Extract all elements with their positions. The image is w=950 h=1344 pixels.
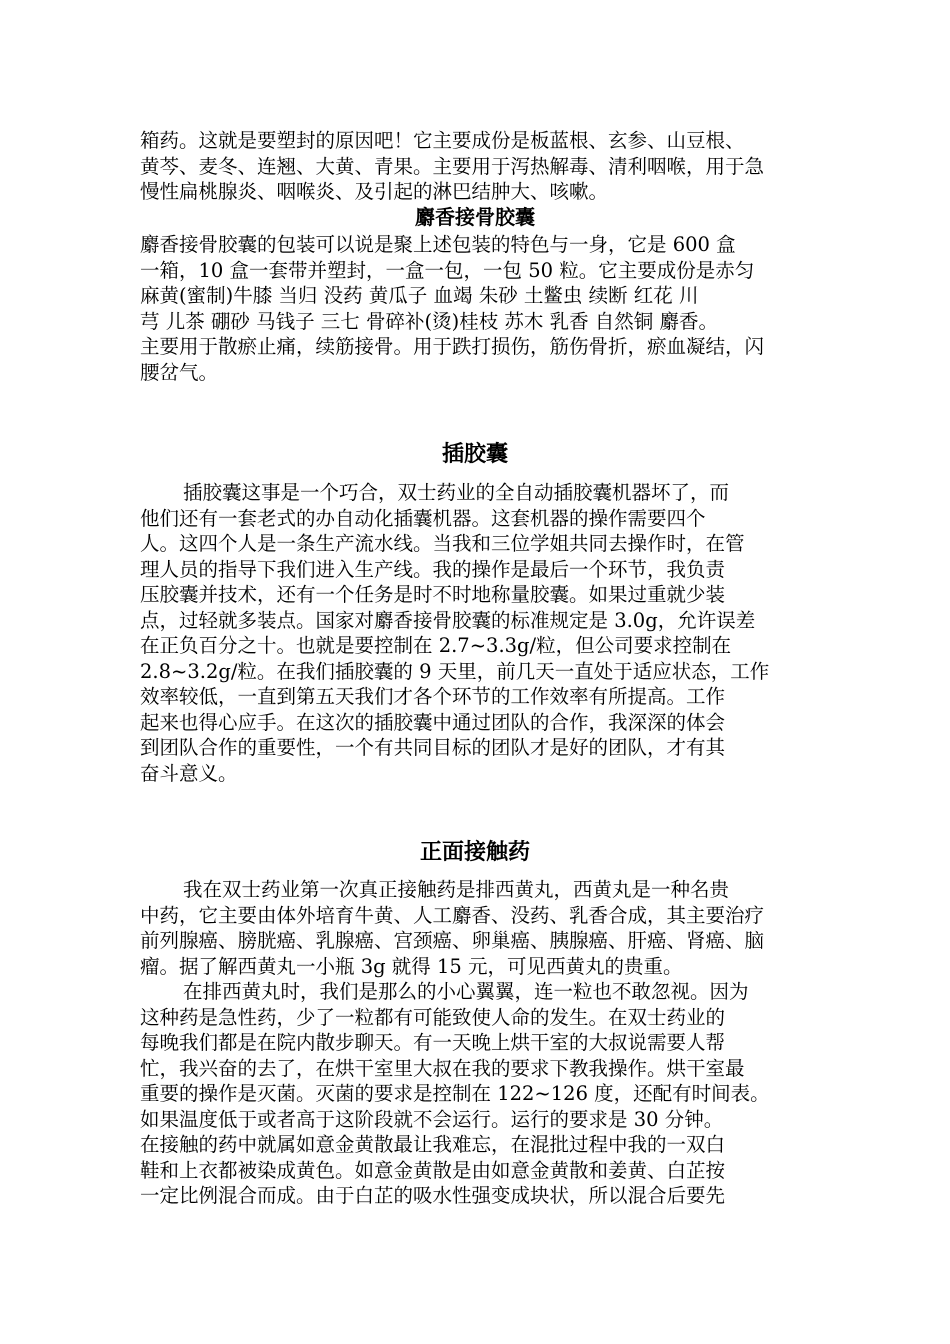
text-line: 我在双士药业第一次真正接触药是排西黄丸，西黄丸是一种名贵	[183, 878, 730, 901]
text-line: 插胶囊这事是一个巧合，双士药业的全自动插胶囊机器坏了，而	[183, 481, 730, 504]
text-line: 中药，它主要由体外培育牛黄、人工麝香、没药、乳香合成，其主要治疗	[140, 903, 765, 927]
text-line: 瘤。据了解西黄丸一小瓶 3g 就得 15 元，可见西黄丸的贵重。	[140, 954, 683, 978]
text-line: 在接触的药中就属如意金黄散最让我难忘，在混批过程中我的一双白	[140, 1133, 726, 1156]
text-line: 起来也得心应手。在这次的插胶囊中通过团队的合作，我深深的体会	[140, 710, 726, 734]
text-line: 重要的操作是灭菌。灭菌的要求是控制在 122~126 度，还配有时间表。	[140, 1082, 770, 1105]
text-line: 如果温度低于或者高于这阶段就不会运行。运行的要求是 30 分钟。	[140, 1107, 724, 1131]
intro-paragraph	[140, 128, 810, 205]
text-line: 奋斗意义。	[140, 761, 238, 785]
section-paragraph-chajiaonang	[140, 480, 810, 786]
text-line: 腰岔气。	[140, 360, 219, 384]
text-line: 黄芩、麦冬、连翘、大黄、青果。主要用于泻热解毒、清利咽喉，用于急	[140, 154, 765, 178]
text-line: 每晚我们都是在院内散步聊天。有一天晚上烘干室的大叔说需要人帮	[140, 1031, 726, 1054]
text-line: 麝香接骨胶囊的包装可以说是聚上述包装的特色与一身，它是 600 盒	[140, 233, 736, 256]
text-line: 在排西黄丸时，我们是那么的小心翼翼，连一粒也不敢忽视。因为	[183, 980, 749, 1003]
section-heading-chajiaonang: 插胶囊	[441, 442, 508, 467]
text-line: 压胶囊并技术，还有一个任务是时不时地称量胶囊。如果过重就少装	[140, 583, 726, 606]
section-paragraph-zhengmian	[140, 877, 810, 1209]
text-line: 他们还有一套老式的办自动化插囊机器。这套机器的操作需要四个	[140, 506, 706, 530]
text-line: 前列腺癌、膀胱癌、乳腺癌、宫颈癌、卵巢癌、胰腺癌、肝癌、肾癌、脑	[140, 929, 765, 952]
text-line: 点，过轻就多装点。国家对麝香接骨胶囊的标准规定是 3.0g，允许误差	[140, 608, 756, 632]
section-heading-shexiang: 麝香接骨胶囊	[415, 205, 535, 229]
text-line: 慢性扁桃腺炎、咽喉炎、及引起的淋巴结肿大、咳嗽。	[140, 180, 609, 203]
text-line: 一定比例混合而成。由于白芷的吸水性强变成块状，所以混合后要先	[140, 1184, 726, 1207]
section-paragraph-shexiang	[140, 232, 810, 385]
text-line: 忙，我兴奋的去了，在烘干室里大叔在我的要求下教我操作。烘干室最	[140, 1056, 745, 1080]
text-line: 效率较低，一直到第五天我们才各个环节的工作效率有所提高。工作	[140, 685, 726, 708]
text-line: 芎 儿茶 硼砂 马钱子 三七 骨碎补(烫)桂枝 苏木 乳香 自然铜 麝香。	[140, 309, 719, 333]
section-heading-zhengmian: 正面接触药	[419, 840, 530, 865]
text-line: 到团队合作的重要性，一个有共同目标的团队才是好的团队，才有其	[140, 736, 726, 759]
text-line: 理人员的指导下我们进入生产线。我的操作是最后一个环节，我负责	[140, 557, 726, 581]
text-line: 人。这四个人是一条生产流水线。当我和三位学姐共同去操作时，在管	[140, 532, 745, 555]
text-line: 箱药。这就是要塑封的原因吧！它主要成份是板蓝根、玄参、山豆根、	[140, 129, 745, 152]
text-line: 鞋和上衣都被染成黄色。如意金黄散是由如意金黄散和姜黄、白芷按	[140, 1158, 726, 1182]
text-line: 一箱，10 盒一套带并塑封，一盒一包，一包 50 粒。它主要成份是赤匀	[140, 258, 755, 282]
text-line: 在正负百分之十。也就是要控制在 2.7~3.3g/粒，但公司要求控制在	[140, 634, 732, 657]
text-line: 2.8~3.2g/粒。在我们插胶囊的 9 天里，前几天一直处于适应状态，工作	[140, 659, 770, 683]
text-line: 这种药是急性药，少了一粒都有可能致使人命的发生。在双士药业的	[140, 1005, 726, 1029]
text-line: 主要用于散瘀止痛，续筋接骨。用于跌打损伤，筋伤骨折，瘀血凝结，闪	[140, 335, 765, 358]
text-line: 麻黄(蜜制)牛膝 当归 没药 黄瓜子 血竭 朱砂 土鳖虫 续断 红花 川	[140, 284, 699, 307]
